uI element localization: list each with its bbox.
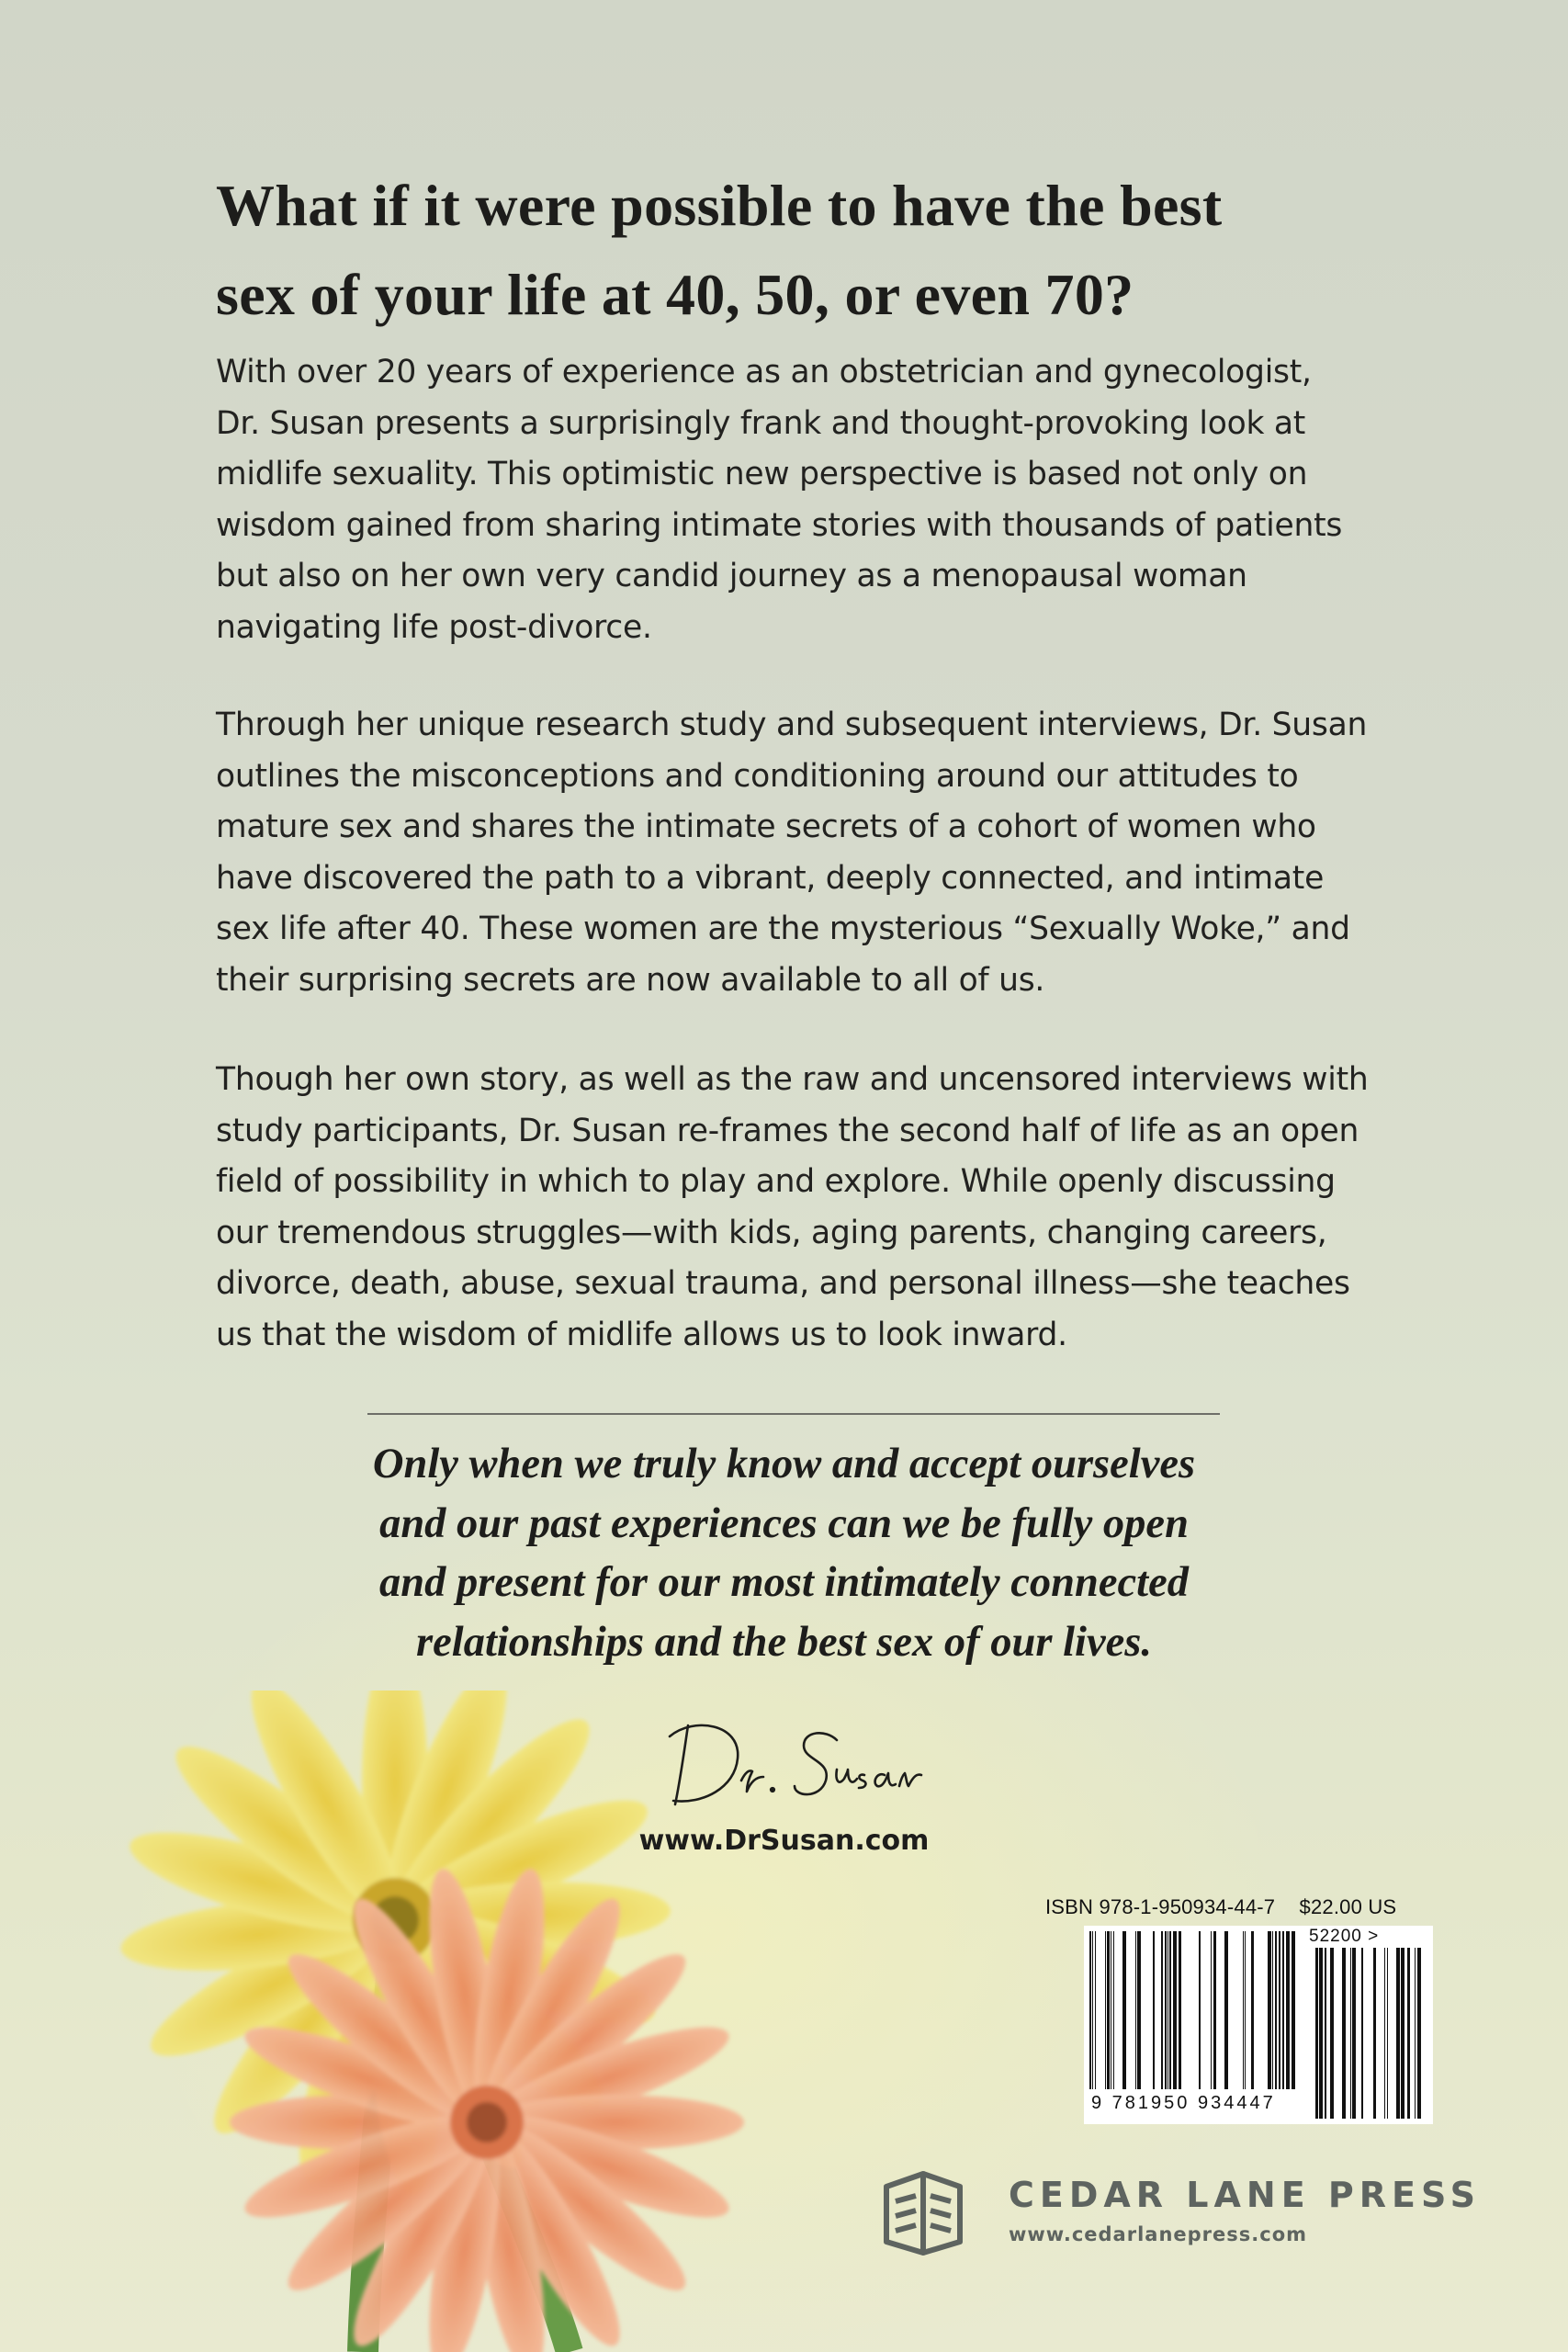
barcode-bar <box>1282 1931 1284 2089</box>
barcode-bar <box>1342 1948 1346 2119</box>
barcode-bar <box>1161 1931 1163 2089</box>
barcode-bar <box>1095 1931 1096 2089</box>
barcode-bar <box>1224 1931 1228 2089</box>
barcode-bar <box>1107 1931 1110 2089</box>
barcode-bar <box>1251 1931 1254 2089</box>
barcode-bar <box>1319 1948 1323 2119</box>
pull-quote <box>0 1435 1568 1672</box>
divider-line <box>367 1413 1220 1415</box>
barcode-bar <box>1243 1931 1244 2089</box>
quote-line: and present for our most intimately connected <box>379 1559 1189 1606</box>
barcode-bar <box>1396 1948 1400 2119</box>
barcode-bar <box>1169 1931 1171 2089</box>
quote-line: Only when we truly know and accept ourselves <box>372 1441 1196 1487</box>
text-line: sex life after 40. These women are the mysterious “Sexually Woke,” and <box>216 910 1350 947</box>
publisher-website[interactable]: www.cedarlanepress.com <box>1009 2223 1308 2245</box>
barcode-bar <box>1272 1931 1273 2089</box>
barcode-bar <box>1350 1948 1351 2119</box>
barcode-bar <box>1352 1948 1356 2119</box>
text-line: field of possibility in which to play and explore. While openly discussing <box>216 1163 1336 1200</box>
barcode-bar <box>1213 1931 1216 2089</box>
price: $22.00 US <box>1299 1895 1397 1918</box>
barcode-bar <box>1137 1931 1141 2089</box>
barcode-bar <box>1417 1948 1421 2119</box>
text-line: but also on her own very candid journey as a menopausal woman <box>216 558 1247 594</box>
barcode-bar <box>1373 1948 1376 2119</box>
text-line: our tremendous struggles—with kids, aging parents, changing careers, <box>216 1214 1327 1251</box>
barcode-bar <box>1105 1931 1106 2089</box>
barcode-bar <box>1407 1948 1410 2119</box>
barcode-bar <box>1211 1931 1212 2089</box>
barcode-bar <box>1292 1931 1295 2089</box>
barcode-bar <box>1092 1931 1093 2089</box>
barcode-bar <box>1315 1948 1318 2119</box>
barcode-bar <box>1268 1931 1271 2089</box>
author-website[interactable]: www.DrSusan.com <box>638 1825 930 1857</box>
text-line: With over 20 years of experience as an obstetrician and gynecologist, <box>216 354 1312 390</box>
barcode-bar <box>1330 1948 1334 2119</box>
barcode-bar <box>1113 1931 1114 2089</box>
barcode-bar <box>1122 1931 1126 2089</box>
text-line: divorce, death, abuse, sexual trauma, and personal illness—she teaches <box>216 1265 1350 1302</box>
text-line: study participants, Dr. Susan re-frames the second half of life as an open <box>216 1112 1359 1149</box>
text-line: their surprising secrets are now available to all of us. <box>216 961 1045 999</box>
barcode-bar <box>1275 1931 1277 2089</box>
text-line: Dr. Susan presents a surprisingly frank and thought-provoking look at <box>216 404 1306 442</box>
barcode-bar <box>1153 1931 1155 2089</box>
quote-line: and our past experiences can we be fully open <box>379 1499 1189 1547</box>
barcode-number: 9 781950 934447 <box>1091 2093 1276 2113</box>
text-line: wisdom gained from sharing intimate stories with thousands of patients <box>216 506 1343 544</box>
barcode-addon: 52200 > <box>1309 1927 1380 1946</box>
signature-image <box>657 1709 932 1819</box>
text-line: Though her own story, as well as the raw and uncensored interviews with <box>216 1061 1369 1098</box>
isbn: ISBN 978-1-950934-44-7 <box>1045 1895 1276 1918</box>
barcode-bar <box>1387 1948 1388 2119</box>
text-line: navigating life post-divorce. <box>216 608 652 646</box>
text-line: outlines the misconceptions and conditioning around our attitudes to <box>216 757 1299 795</box>
barcode-bar <box>1384 1948 1385 2119</box>
barcode-bar <box>1135 1931 1136 2089</box>
publisher-name: CEDAR LANE PRESS <box>1009 2175 1481 2215</box>
text-line: have discovered the path to a vibrant, deeply connected, and intimate <box>216 859 1325 897</box>
barcode-bar <box>1245 1931 1246 2089</box>
text-line: midlife sexuality. This optimistic new perspective is based not only on <box>216 456 1308 492</box>
barcode-bar <box>1401 1948 1404 2119</box>
headline-line: What if it were possible to have the best <box>216 173 1223 238</box>
description-paragraph-1 <box>216 347 1364 653</box>
headline-line: sex of your life at 40, 50, or even 70? <box>216 262 1134 327</box>
barcode-bar <box>1179 1931 1181 2089</box>
headline <box>216 161 1364 339</box>
barcode-bar <box>1361 1948 1363 2119</box>
barcode-bar <box>1199 1931 1201 2089</box>
isbn-price-line <box>1045 1895 1396 1919</box>
description-paragraph-3 <box>216 1055 1369 1361</box>
barcode-bar <box>1279 1931 1280 2089</box>
description-paragraph-2 <box>216 700 1368 1006</box>
text-line: Through her unique research study and subsequent interviews, Dr. Susan <box>216 707 1368 743</box>
barcode-bar <box>1165 1931 1167 2089</box>
text-line: mature sex and shares the intimate secrets of a cohort of women who <box>216 808 1316 845</box>
quote-line: relationships and the best sex of our lives. <box>416 1618 1152 1666</box>
text-line: us that the wisdom of midlife allows us to look inward. <box>216 1316 1067 1353</box>
barcode-bar <box>1415 1948 1416 2119</box>
cedar-lane-book-icon <box>877 2168 969 2260</box>
barcode-bar <box>1173 1931 1177 2089</box>
barcode-bar <box>1325 1948 1326 2119</box>
barcode-bar <box>1286 1931 1290 2089</box>
barcode-bar <box>1089 1931 1091 2089</box>
